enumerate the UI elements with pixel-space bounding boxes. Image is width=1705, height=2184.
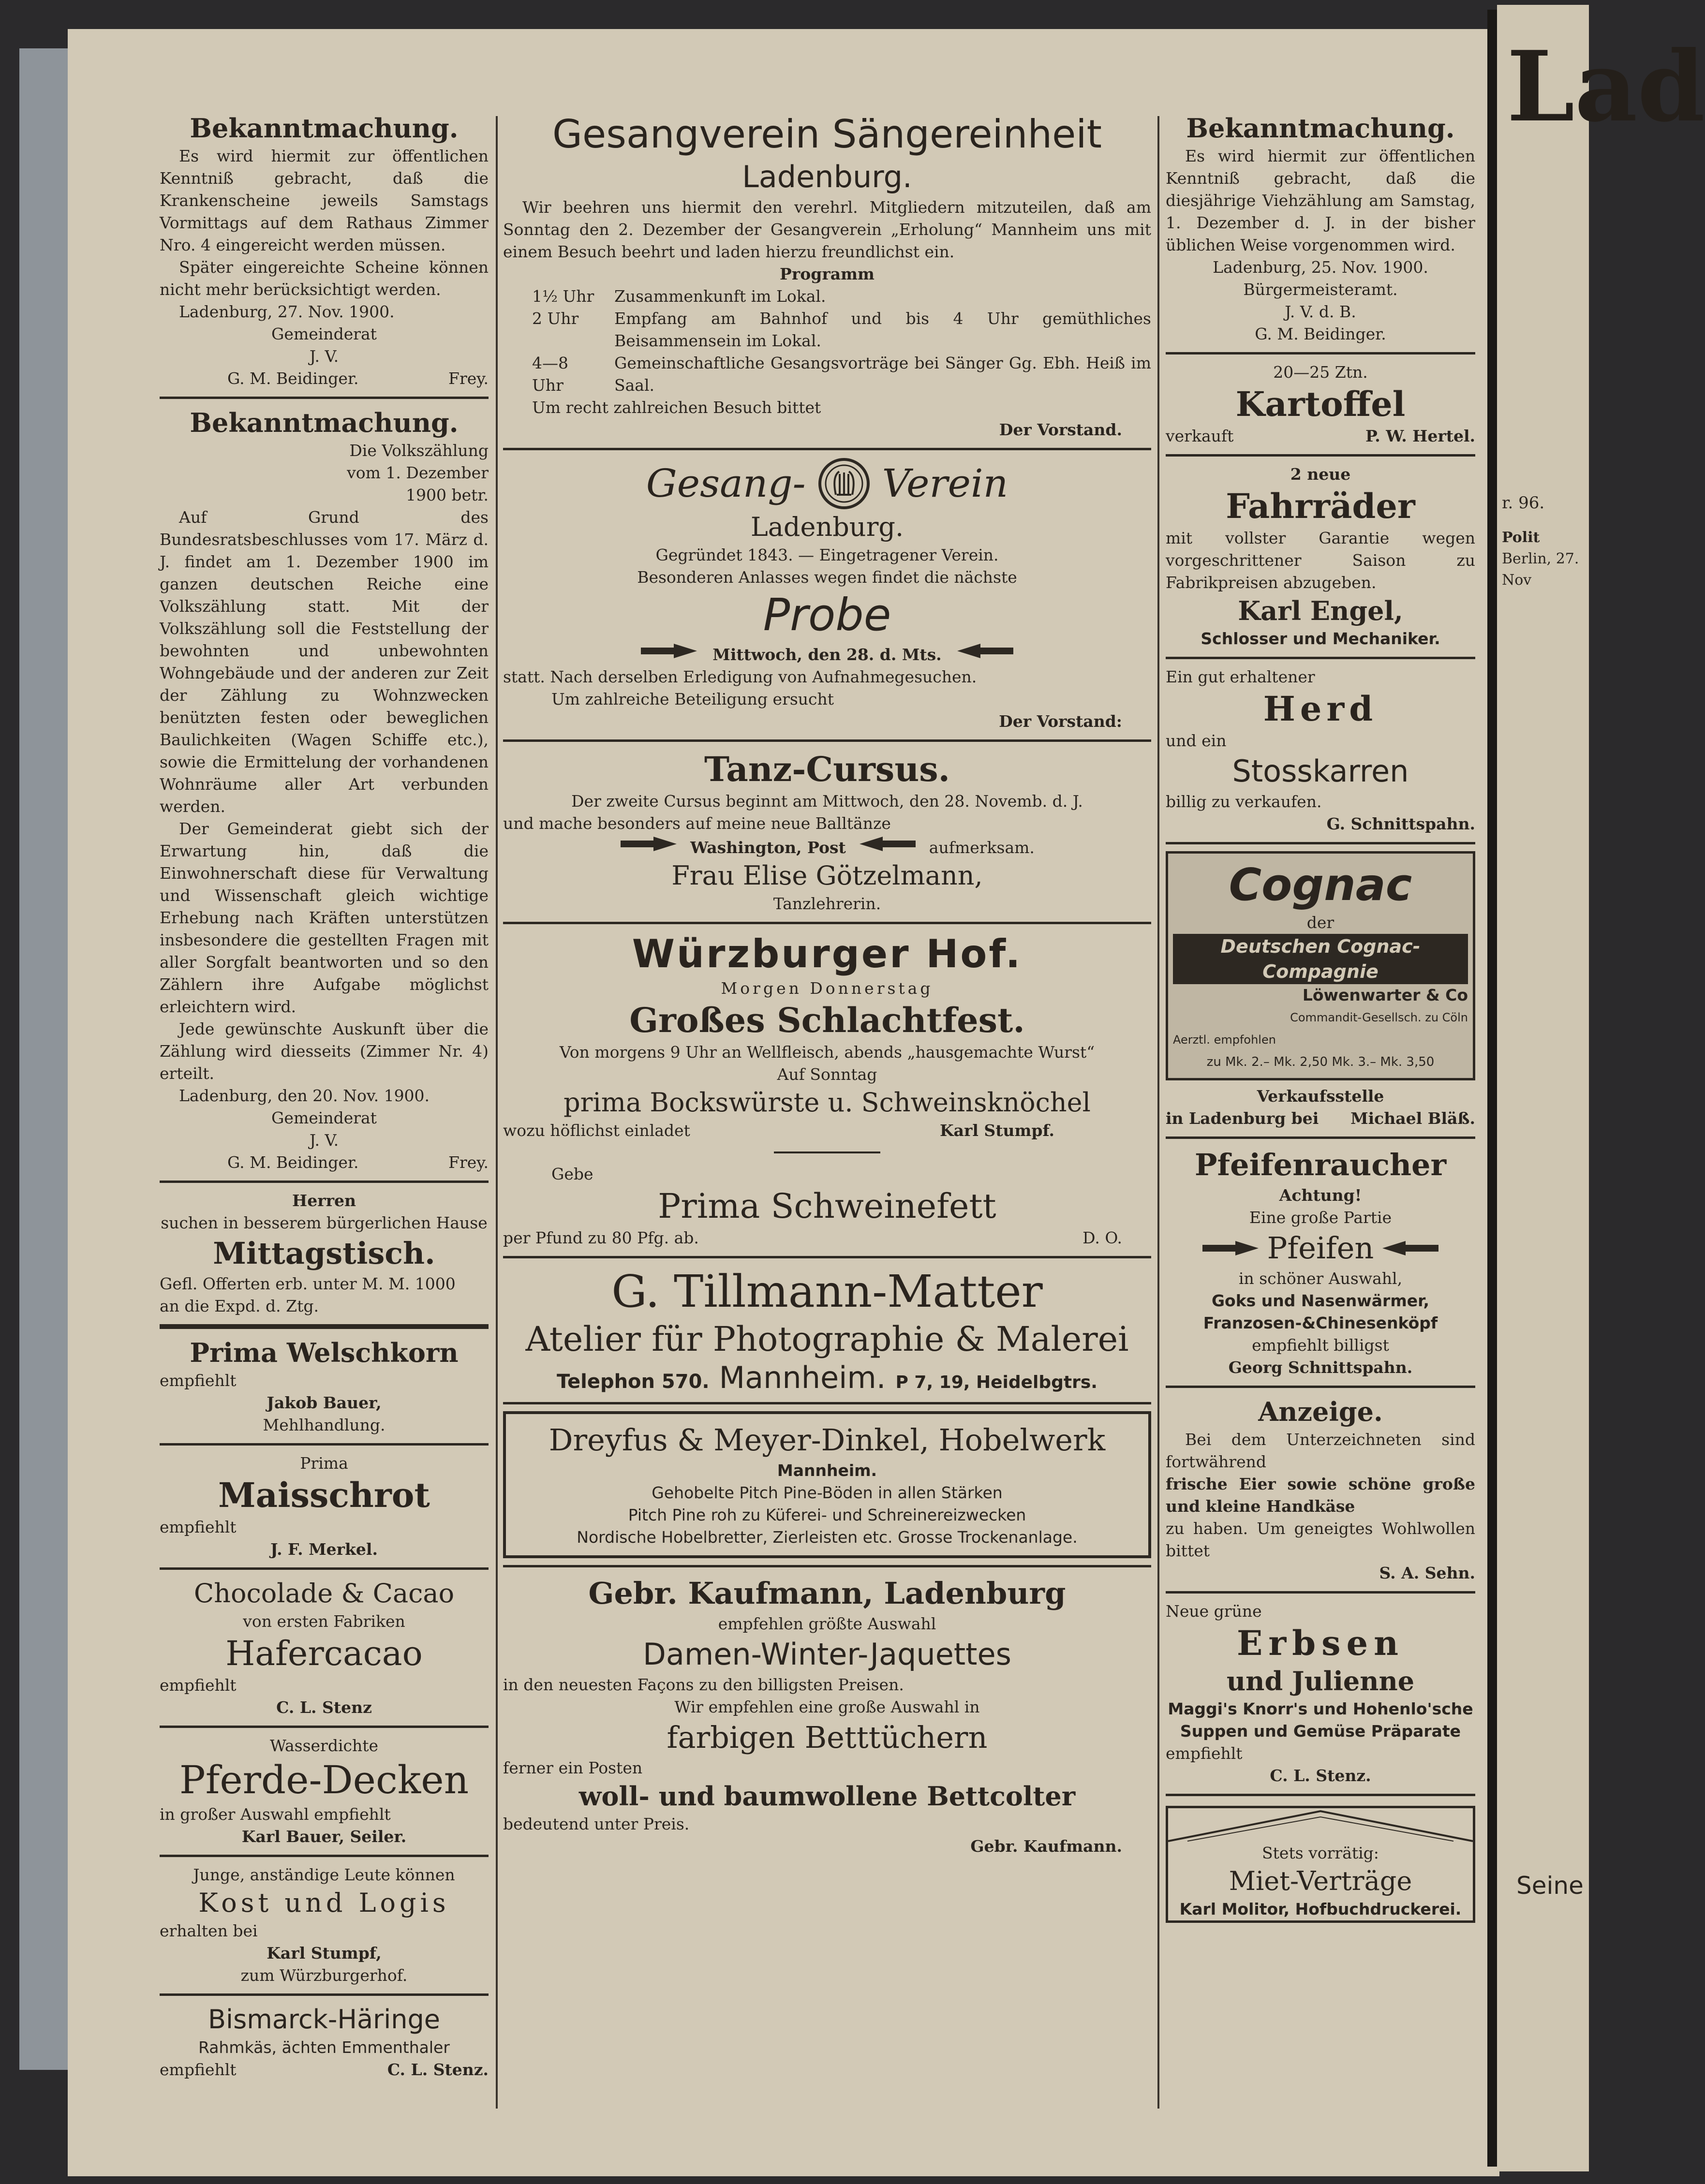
cognac-prices: zu Mk. 2.– Mk. 2,50 Mk. 3.– Mk. 3,50 — [1206, 1055, 1435, 1069]
divider — [503, 1256, 1151, 1258]
cognac-stamp: Aerztl. empfohlen — [1173, 1033, 1276, 1047]
ad-title: Verein — [882, 461, 1008, 506]
divider — [160, 1993, 489, 1996]
ad-big: prima Bockswürste u. Schweinsknöchel — [563, 1087, 1091, 1118]
ad-line: ferner ein Posten — [503, 1758, 643, 1777]
ad-phone: Telephon 570. — [557, 1371, 710, 1393]
ad-name: D. O. — [1082, 1228, 1122, 1247]
ad-line: Gegründet 1843. — Eingetragener Verein. — [655, 546, 999, 564]
notice-authority: Gemeinderat — [271, 325, 377, 343]
lyre-emblem-icon — [817, 457, 871, 510]
ad-big: Pfeifen — [1267, 1230, 1374, 1266]
ad-maize-meal — [160, 1452, 489, 1561]
column-rule-left — [496, 116, 498, 2109]
ad-line: Maggi's Knorr's und Hohenlo'sche — [1168, 1699, 1473, 1718]
notice-title: Bekanntmachung. — [190, 407, 459, 438]
notice-census — [160, 406, 489, 1174]
ad-chocolate — [160, 1577, 489, 1719]
ad-line: Ein gut erhaltener — [1166, 667, 1315, 686]
ad-line: Eine große Partie — [1249, 1208, 1392, 1227]
ad-line: Morgen Donnerstag — [721, 979, 934, 998]
notice-text: Jede gewünschte Auskunft über die Zählung wird diesseits (Zimmer Nr. 4) erteilt. — [160, 1019, 489, 1083]
ad-title: Erbsen — [1236, 1623, 1405, 1663]
ad-bicycles — [1166, 463, 1475, 650]
ad-title: Kartoffel — [1235, 384, 1406, 424]
divider — [1166, 842, 1475, 844]
ad-lard — [503, 1163, 1151, 1249]
ad-line: statt. Nach derselben Erledigung von Aufnahmegesuchen. — [503, 667, 977, 686]
ad-bold: frische Eier sowie schöne große und kleine Handkäse — [1166, 1475, 1475, 1516]
ad-line: Nordische Hobelbretter, Zierleisten etc. Grosse Trockenanlage. — [577, 1528, 1078, 1547]
ad-title: Dreyfus & Meyer-Dinkel, Hobelwerk — [549, 1422, 1106, 1458]
ad-line: empfiehlt — [160, 2060, 237, 2079]
next-page-fragment — [1497, 5, 1705, 2171]
next-page-heading: Polit — [1502, 529, 1540, 546]
ad-signature: Der Vorstand. — [999, 420, 1122, 439]
notice-date: Ladenburg, 25. Nov. 1900. — [1213, 258, 1428, 277]
divider — [1166, 1136, 1475, 1139]
cognac-banner: Deutschen Cognac-Compagnie — [1173, 934, 1468, 984]
ad-name: C. L. Stenz — [276, 1698, 372, 1717]
divider — [503, 448, 1151, 450]
ad-line: Goks und Nasenwärmer, — [1211, 1291, 1430, 1310]
ad-title: G. Tillmann-Matter — [611, 1266, 1043, 1317]
ad-name: Michael Bläß. — [1350, 1109, 1475, 1128]
notice-title: Bekanntmachung. — [1186, 113, 1455, 144]
ad-text: zu haben. Um geneigtes Wohlwollen bittet — [1166, 1519, 1475, 1560]
ad-title: Prima Schweinefett — [658, 1186, 996, 1226]
ad-name: G. Schnittspahn. — [1326, 814, 1475, 833]
ad-big: woll- und baumwollene Bettcolter — [578, 1781, 1076, 1812]
notice-text: Auf Grund des Bundesratsbeschlusses vom 17. März d. J. findet am 1. Dezember 1900 im ganzen deutschen Reiche eine Volkszählung statt. Mit der Volkszählung soll die Feststellung der bewohnten und unbewohnten Wohngebäude und der anderen zur Zeit der Zählung zu Wohnzwecken benützten festen oder beweglichen Baulichkeiten (Wagen Schiffe etc.), sowie die Ermittelung der vorhandenen Wohnräume aller Art verbunden werden. — [160, 508, 489, 816]
ad-title: Atelier für Photographie & Malerei — [525, 1319, 1129, 1359]
notice-signature: Frey. — [448, 369, 489, 388]
ad-title: Prima Welschkorn — [190, 1337, 459, 1368]
ad-line: Um recht zahlreichen Besuch bittet — [532, 398, 821, 417]
ad-title: Kost und Logis — [198, 1888, 450, 1918]
ad-name: J. F. Merkel. — [270, 1540, 378, 1559]
ad-name: S. A. Sehn. — [1379, 1564, 1475, 1582]
program-text: Gemeinschaftliche Gesangsvorträge bei Sänger Gg. Ebh. Heiß im Saal. — [614, 354, 1151, 395]
ad-title: Bismarck-Häringe — [208, 2004, 440, 2035]
ad-name: C. L. Stenz. — [387, 2060, 489, 2079]
cognac-label — [1166, 851, 1475, 1080]
ad-place: Washington, Post — [690, 838, 846, 857]
ad-line: Rahmkäs, ächten Emmenthaler — [198, 2038, 450, 2057]
ad-line: empfiehlt — [160, 1371, 237, 1390]
ad-line: Auf Sonntag — [777, 1065, 877, 1084]
pointing-hand-left-icon — [956, 642, 1014, 660]
ad-city: Mannheim. — [719, 1360, 886, 1395]
ad-line: Mehlhandlung. — [263, 1416, 385, 1434]
notice-iv: J. V. — [309, 1131, 339, 1150]
ad-line: Suppen und Gemüse Präparate — [1180, 1722, 1461, 1741]
ad-line: Junge, anständige Leute können — [193, 1865, 455, 1884]
notice-iv: J. V. d. B. — [1285, 302, 1356, 321]
middle-column — [503, 111, 1151, 1858]
ad-line: in Ladenburg bei — [1166, 1109, 1319, 1128]
ad-text: Bei dem Unterzeichneten sind fortwährend — [1166, 1430, 1475, 1471]
ad-title: Gesangverein Sängereinheit — [552, 112, 1102, 157]
ad-big: Probe — [763, 589, 891, 641]
ad-line: billig zu verkaufen. — [1166, 792, 1322, 811]
ad-line: Franzosen-&Chinesenköpf — [1203, 1313, 1438, 1332]
ad-line: verkauft — [1166, 427, 1234, 445]
ad-line: empfiehlt — [1166, 1744, 1243, 1763]
ad-title: Gesang- — [646, 461, 806, 506]
program-time: 2 Uhr — [532, 309, 579, 328]
divider — [1166, 352, 1475, 354]
program-title: Programm — [780, 265, 875, 283]
ad-line: Verkaufsstelle — [1257, 1087, 1384, 1106]
right-column — [1166, 111, 1475, 1923]
cognac-firm2: Commandit-Gesellsch. zu Cöln — [1290, 1011, 1468, 1024]
pointing-hand-left-icon — [859, 835, 917, 853]
ad-dance-course — [503, 749, 1151, 915]
ad-pipes — [1166, 1146, 1475, 1379]
divider — [160, 1181, 489, 1183]
ad-name: Karl Stumpf, — [267, 1944, 382, 1963]
ad-title: Miet-Verträge — [1229, 1866, 1412, 1896]
ad-line: 2 neue — [1290, 465, 1351, 484]
next-page-text — [1502, 527, 1589, 591]
ad-name: C. L. Stenz. — [1270, 1766, 1371, 1785]
ad-signature: Gebr. Kaufmann. — [970, 1837, 1122, 1856]
ad-title: Tanz-Cursus. — [704, 749, 950, 789]
ad-line: zum Würzburgerhof. — [240, 1966, 408, 1985]
ad-text: mit vollster Garantie wegen vorgeschrittener Saison zu Fabrikpreisen abzugeben. — [1166, 529, 1475, 592]
ad-hobelwerk — [503, 1411, 1151, 1558]
ad-line: erhalten bei — [160, 1921, 258, 1940]
ad-line: aufmerksam. — [929, 838, 1035, 857]
ad-title: Hafercacao — [225, 1634, 423, 1673]
ad-cognac — [1166, 851, 1475, 1130]
ad-title: Würzburger Hof. — [632, 931, 1023, 976]
ad-line: empfehlen größte Auswahl — [718, 1614, 936, 1633]
roof-ornament — [1168, 1808, 1473, 1842]
divider — [503, 739, 1151, 742]
ad-title: Stosskarren — [1232, 753, 1409, 789]
ad-line: Tanzlehrerin. — [773, 894, 881, 913]
notice-text: Später eingereichte Scheine können nicht mehr berücksichtigt werden. — [160, 258, 489, 299]
ad-corn — [160, 1336, 489, 1436]
pointing-hand-right-icon — [620, 835, 678, 853]
ad-title: Ladenburg. — [742, 159, 912, 194]
ad-when: Mittwoch, den 28. d. Mts. — [712, 645, 942, 664]
ad-horse-blankets — [160, 1735, 489, 1848]
pointing-hand-right-icon — [640, 642, 698, 660]
ad-line: empfiehlt — [160, 1676, 237, 1695]
notice-signature: G. M. Beidinger. — [227, 369, 359, 388]
ad-rental-contracts — [1166, 1806, 1475, 1923]
ad-line: Herren — [292, 1191, 356, 1210]
left-column — [160, 111, 489, 2081]
ad-name: Frau Elise Götzelmann, — [671, 860, 983, 891]
ad-peas — [1166, 1600, 1475, 1787]
ad-line: Der zweite Cursus beginnt am Mittwoch, den 28. Novemb. d. J. — [571, 792, 1083, 811]
ad-big: Großes Schlachtfest. — [629, 1000, 1025, 1040]
pointing-hand-right-icon — [1201, 1239, 1260, 1257]
ad-signature: Der Vorstand: — [999, 712, 1122, 731]
ad-line: suchen in besserem bürgerlichen Hause — [161, 1213, 488, 1232]
notice-subject: Die Volkszählung — [349, 441, 489, 460]
notice-text: Der Gemeinderat giebt sich der Erwartung hin, daß die Einwohnerschaft diese für Verwaltung und Wissenschaft gleich wichtige Erhebung nach Kräften unterstützen insbesondere die gestellten Fragen mit aller Sorgfalt beantworten und so den Zählern ihre Aufgabe möglichst erleichtern wird. — [160, 819, 489, 1016]
notice-subject: 1900 betr. — [405, 486, 489, 504]
ad-title: Pferde-Decken — [179, 1757, 469, 1802]
ad-title: Chocolade & Cacao — [193, 1578, 455, 1608]
ad-big: Damen-Winter-Jaquettes — [643, 1637, 1011, 1672]
ad-room-board — [160, 1864, 489, 1987]
next-page-masthead: Lad — [1507, 30, 1705, 144]
ad-title: und Julienne — [1226, 1666, 1415, 1697]
ad-line: in den neuesten Façons zu den billigsten Preisen. — [503, 1675, 904, 1694]
ad-address: P 7, 19, Heidelbgtrs. — [895, 1372, 1097, 1392]
ad-line: Schlosser und Mechaniker. — [1201, 629, 1440, 648]
program-text: Empfang am Bahnhof und bis 4 Uhr gemüthliches Beisammensein im Lokal. — [614, 309, 1151, 350]
notice-sick-notes — [160, 111, 489, 390]
ad-photo-atelier — [503, 1265, 1151, 1395]
next-page-line: Berlin, 27. Nov — [1502, 550, 1579, 589]
ad-city: Mannheim. — [777, 1461, 877, 1480]
ad-line: Von morgens 9 Uhr an Wellfleisch, abends „hausgemachte Wurst“ — [559, 1043, 1095, 1062]
ad-name: P. W. Hertel. — [1365, 427, 1475, 445]
ad-line: Stets vorrätig: — [1262, 1844, 1379, 1862]
notice-date: Ladenburg, den 20. Nov. 1900. — [179, 1086, 430, 1105]
ad-big: farbigen Betttüchern — [667, 1720, 988, 1755]
ad-saengereinheit — [503, 111, 1151, 441]
notice-subject: vom 1. Dezember — [347, 463, 489, 482]
notice-iv: J. V. — [309, 347, 339, 366]
ad-title: Anzeige. — [1258, 1396, 1383, 1427]
notice-signature: G. M. Beidinger. — [1255, 325, 1386, 343]
ad-line: und ein — [1166, 731, 1227, 750]
ad-line: in schöner Auswahl, — [1238, 1269, 1403, 1288]
next-page-title: Seine — [1516, 1872, 1584, 1900]
notice-text: Es wird hiermit zur öffentlichen Kenntniß gebracht, daß die diesjährige Viehzählung am Samstag, 1. Dezember d. J. in der bisher üblichen Weise vorgenommen wird. — [1166, 147, 1475, 254]
divider — [160, 1726, 489, 1728]
ad-title: Maisschrot — [218, 1475, 430, 1515]
ad-title: Pfeifenraucher — [1194, 1147, 1447, 1182]
next-page-number: r. 96. — [1502, 493, 1545, 513]
notice-date: Ladenburg, 27. Nov. 1900. — [179, 302, 395, 321]
notice-text: Es wird hiermit zur öffentlichen Kenntniß gebracht, daß die Krankenscheine jeweils Samstags Vormittags auf dem Rathaus Zimmer Nro. 4 eingereicht werden müssen. — [160, 147, 489, 254]
program-text: Zusammenkunft im Lokal. — [614, 287, 826, 306]
short-divider — [774, 1151, 880, 1153]
notice-authority: Gemeinderat — [271, 1108, 377, 1127]
program-time: 4—8 Uhr — [532, 354, 568, 395]
ad-herring — [160, 2003, 489, 2081]
ad-name: Karl Engel, — [1238, 595, 1403, 626]
ad-line: in großer Auswahl empfiehlt — [160, 1805, 391, 1824]
divider — [1166, 657, 1475, 659]
ad-name: Jakob Bauer, — [267, 1393, 382, 1412]
divider — [1166, 1591, 1475, 1594]
ad-line: Pitch Pine roh zu Küferei- und Schreinereizwecken — [628, 1505, 1026, 1524]
ad-line: Gebe — [551, 1165, 593, 1183]
ad-text: Wir beehren uns hiermit den verehrl. Mitgliedern mitzuteilen, daß am Sonntag den 2. Dezember der Gesangverein „Erholung“ Mannheim uns mit einem Besuch beehrt und laden hierzu freundlichst ein. — [503, 198, 1151, 261]
program-item — [532, 352, 1151, 397]
notice-signature: Frey. — [448, 1153, 489, 1172]
ad-line: empfiehlt billigst — [1252, 1336, 1389, 1355]
ad-line: wozu höflichst einladet — [503, 1121, 690, 1140]
ad-line: an die Expd. d. Ztg. — [160, 1297, 319, 1315]
ad-lunch-table — [160, 1190, 489, 1317]
divider — [503, 1402, 1151, 1404]
ad-title: Fahrräder — [1226, 486, 1415, 526]
ad-line: von ersten Fabriken — [243, 1612, 405, 1631]
ad-line: per Pfund zu 80 Pfg. ab. — [503, 1228, 699, 1247]
divider — [160, 1443, 489, 1446]
notice-authority: Bürgermeisteramt. — [1243, 280, 1398, 299]
ad-name: Karl Bauer, Seiler. — [241, 1827, 407, 1846]
ad-name: Georg Schnittspahn. — [1228, 1358, 1413, 1377]
ad-line: und mache besonders auf meine neue Balltänze — [503, 814, 891, 833]
ad-line: Gefl. Offerten erb. unter M. M. 1000 — [160, 1274, 456, 1293]
divider — [503, 922, 1151, 924]
ad-line: bedeutend unter Preis. — [503, 1815, 690, 1833]
program-item — [532, 285, 1151, 308]
ad-line: Besonderen Anlasses wegen findet die nächste — [637, 568, 1017, 587]
ad-wuerzburger-hof — [503, 931, 1151, 1153]
pointing-hand-left-icon — [1381, 1239, 1439, 1257]
ad-line: 20—25 Ztn. — [1273, 363, 1368, 382]
divider — [1166, 1386, 1475, 1388]
notice-title: Bekanntmachung. — [190, 113, 459, 144]
divider — [1166, 1794, 1475, 1796]
ad-stove — [1166, 666, 1475, 835]
ad-line: Gehobelte Pitch Pine-Böden in allen Stärken — [652, 1483, 1003, 1502]
ad-potatoes — [1166, 361, 1475, 447]
ad-line: Um zahlreiche Beteiligung ersucht — [551, 690, 834, 708]
divider — [160, 1855, 489, 1857]
ad-line: empfiehlt — [160, 1518, 237, 1536]
ad-line: Karl Molitor, Hofbuchdruckerei. — [1179, 1900, 1462, 1918]
cognac-der: der — [1306, 913, 1334, 932]
divider — [160, 397, 489, 399]
ad-gesang-verein — [503, 457, 1151, 733]
cognac-logo: Cognac — [1229, 859, 1412, 911]
program-time: 1½ Uhr — [532, 287, 594, 306]
ad-title: Mittagstisch. — [213, 1236, 435, 1271]
ad-line: Neue grüne — [1166, 1602, 1262, 1621]
ad-line: Wasserdichte — [269, 1736, 379, 1755]
ad-line: Wir empfehlen eine große Auswahl in — [674, 1697, 980, 1716]
ad-name: Karl Stumpf. — [939, 1121, 1054, 1140]
cognac-firm: Löwenwarter & Co — [1302, 986, 1468, 1004]
notice-livestock-count — [1166, 111, 1475, 345]
notice-signature: G. M. Beidinger. — [227, 1153, 359, 1172]
divider — [1166, 454, 1475, 457]
column-rule-right — [1157, 116, 1159, 2109]
ad-eggs-cheese — [1166, 1395, 1475, 1584]
ad-title: Gebr. Kaufmann, Ladenburg — [588, 1576, 1066, 1611]
divider — [503, 1565, 1151, 1567]
ad-line: Achtung! — [1279, 1186, 1362, 1205]
ad-place: Ladenburg. — [750, 512, 904, 542]
divider — [160, 1324, 489, 1329]
program-list — [503, 285, 1151, 397]
ad-kaufmann — [503, 1574, 1151, 1858]
ad-line: Prima — [300, 1454, 348, 1473]
program-item — [532, 308, 1151, 352]
ad-title: Herd — [1263, 689, 1378, 729]
divider — [160, 1567, 489, 1570]
